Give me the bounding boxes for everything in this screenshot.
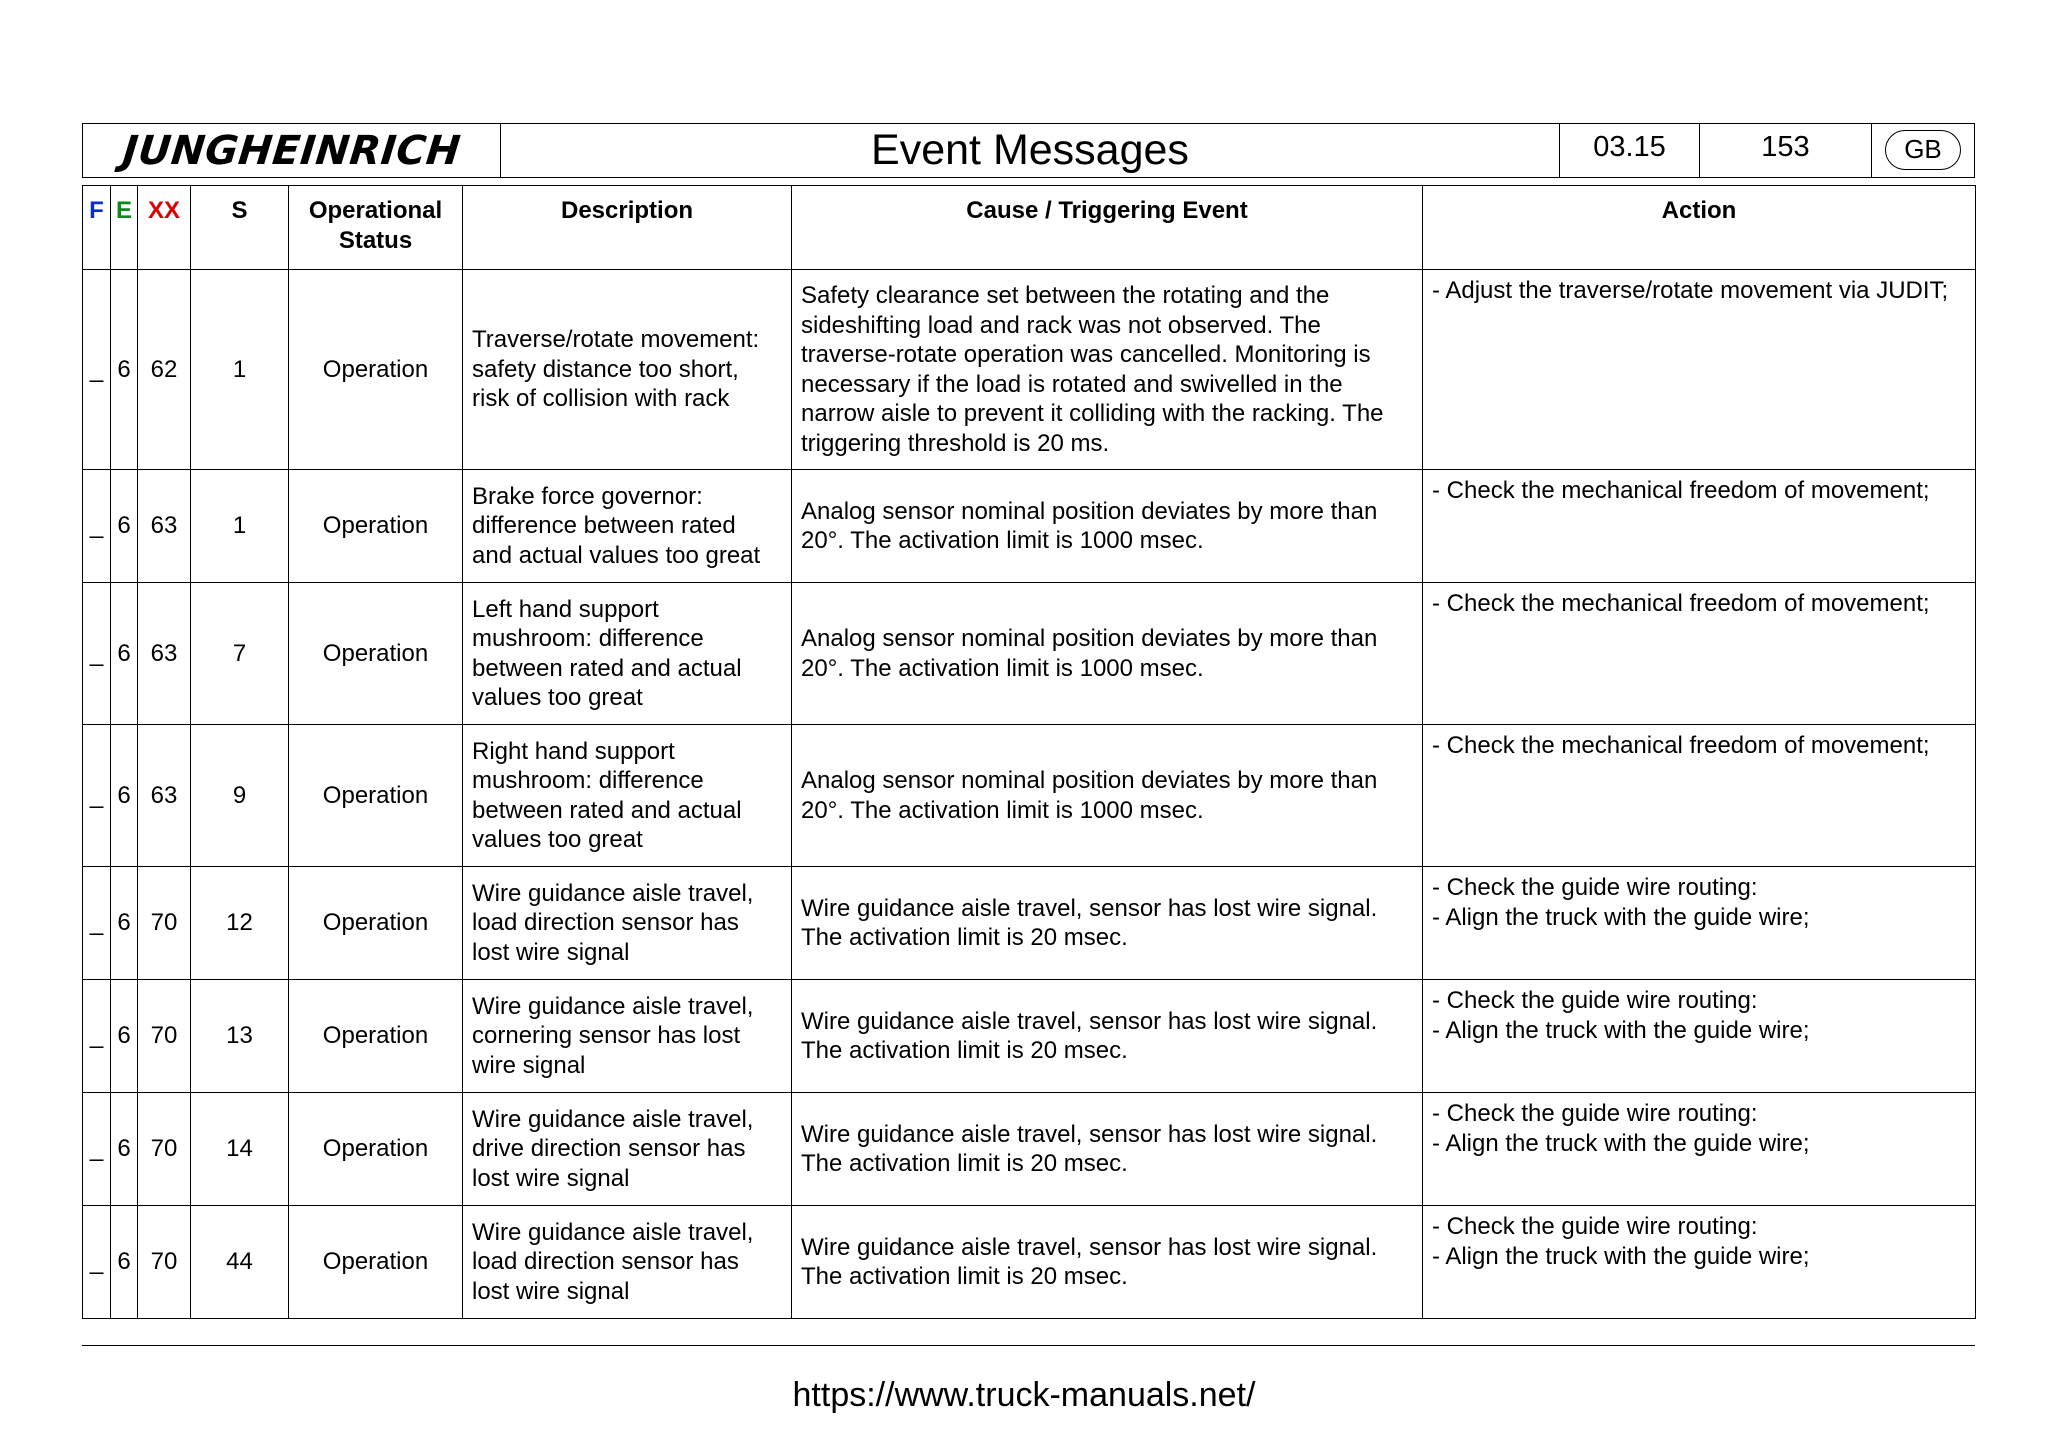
cell-f: _ bbox=[83, 867, 111, 980]
action-line: - Align the truck with the guide wire; bbox=[1432, 1242, 1810, 1270]
footer-divider bbox=[82, 1345, 1975, 1346]
language-cell bbox=[1872, 124, 1974, 177]
cell-cause: Wire guidance aisle travel, sensor has lost wire signal. The activation limit is 20 msec. bbox=[792, 867, 1423, 980]
column-header-status: Operational Status bbox=[289, 186, 463, 270]
cell-f: _ bbox=[83, 270, 111, 470]
cell-f: _ bbox=[83, 980, 111, 1093]
action-line: - Check the mechanical freedom of movement; bbox=[1432, 590, 1930, 617]
cell-f: _ bbox=[83, 1093, 111, 1206]
action-line: - Align the truck with the guide wire; bbox=[1432, 903, 1810, 931]
table-row bbox=[83, 725, 1976, 867]
table-row bbox=[83, 1093, 1976, 1206]
cell-s: 44 bbox=[191, 1206, 289, 1319]
cell-e: 6 bbox=[111, 270, 138, 470]
cell-action bbox=[1423, 583, 1976, 725]
column-header-s: S bbox=[191, 186, 289, 270]
cell-description: Left hand support mushroom: difference between rated and actual values too great bbox=[463, 583, 792, 725]
cell-description: Wire guidance aisle travel, load direction sensor has lost wire signal bbox=[463, 867, 792, 980]
cell-cause: Analog sensor nominal position deviates by more than 20°. The activation limit is 1000 msec. bbox=[792, 725, 1423, 867]
cell-cause: Wire guidance aisle travel, sensor has lost wire signal. The activation limit is 20 msec. bbox=[792, 1206, 1423, 1319]
column-header-f: F bbox=[83, 186, 111, 270]
cell-xx: 70 bbox=[138, 1093, 191, 1206]
cell-s: 1 bbox=[191, 270, 289, 470]
cell-s: 9 bbox=[191, 725, 289, 867]
cell-description: Wire guidance aisle travel, cornering sensor has lost wire signal bbox=[463, 980, 792, 1093]
cell-status: Operation bbox=[289, 583, 463, 725]
cell-action bbox=[1423, 725, 1976, 867]
table-row bbox=[83, 583, 1976, 725]
cell-xx: 70 bbox=[138, 1206, 191, 1319]
action-line: - Check the guide wire routing: bbox=[1432, 987, 1758, 1014]
cell-status: Operation bbox=[289, 1206, 463, 1319]
cell-cause: Analog sensor nominal position deviates by more than 20°. The activation limit is 1000 msec. bbox=[792, 470, 1423, 583]
action-line: - Align the truck with the guide wire; bbox=[1432, 1129, 1810, 1157]
cell-action bbox=[1423, 1093, 1976, 1206]
action-line: - Check the mechanical freedom of movement; bbox=[1432, 732, 1930, 759]
cell-action bbox=[1423, 980, 1976, 1093]
cell-description: Traverse/rotate movement: safety distance too short, risk of collision with rack bbox=[463, 270, 792, 470]
action-line: - Check the guide wire routing: bbox=[1432, 1213, 1758, 1240]
action-line: - Adjust the traverse/rotate movement via JUDIT; bbox=[1432, 277, 1949, 304]
cell-e: 6 bbox=[111, 470, 138, 583]
cell-f: _ bbox=[83, 1206, 111, 1319]
cell-status: Operation bbox=[289, 867, 463, 980]
cell-e: 6 bbox=[111, 1093, 138, 1206]
cell-s: 1 bbox=[191, 470, 289, 583]
table-header-row bbox=[83, 186, 1976, 270]
table-row bbox=[83, 980, 1976, 1093]
cell-s: 14 bbox=[191, 1093, 289, 1206]
cell-description: Wire guidance aisle travel, drive direction sensor has lost wire signal bbox=[463, 1093, 792, 1206]
cell-cause: Safety clearance set between the rotating and the sideshifting load and rack was not observed. The traverse-rotate operation was cancelled. Monitoring is necessary if the load is rotated and swivelled in the narrow aisle to prevent it colliding with the racking. The triggering threshold is 20 ms. bbox=[792, 270, 1423, 470]
action-line: - Check the guide wire routing: bbox=[1432, 874, 1758, 901]
cell-xx: 63 bbox=[138, 725, 191, 867]
cell-e: 6 bbox=[111, 1206, 138, 1319]
column-header-e: E bbox=[111, 186, 138, 270]
cell-s: 12 bbox=[191, 867, 289, 980]
cell-status: Operation bbox=[289, 980, 463, 1093]
document-date: 03.15 bbox=[1560, 124, 1700, 177]
cell-description: Brake force governor: difference between rated and actual values too great bbox=[463, 470, 792, 583]
cell-e: 6 bbox=[111, 867, 138, 980]
cell-s: 13 bbox=[191, 980, 289, 1093]
cell-xx: 70 bbox=[138, 867, 191, 980]
cell-action bbox=[1423, 1206, 1976, 1319]
column-header-description: Description bbox=[463, 186, 792, 270]
column-header-xx: XX bbox=[138, 186, 191, 270]
action-line: - Align the truck with the guide wire; bbox=[1432, 1016, 1810, 1044]
action-line: - Check the mechanical freedom of movement; bbox=[1432, 477, 1930, 504]
event-messages-table bbox=[82, 185, 1976, 1319]
column-header-cause: Cause / Triggering Event bbox=[792, 186, 1423, 270]
cell-status: Operation bbox=[289, 725, 463, 867]
cell-f: _ bbox=[83, 583, 111, 725]
action-line: - Check the guide wire routing: bbox=[1432, 1100, 1758, 1127]
cell-action bbox=[1423, 470, 1976, 583]
cell-cause: Wire guidance aisle travel, sensor has lost wire signal. The activation limit is 20 msec. bbox=[792, 1093, 1423, 1206]
cell-description: Right hand support mushroom: difference between rated and actual values too great bbox=[463, 725, 792, 867]
page-number: 153 bbox=[1700, 124, 1872, 177]
brand-logo-text: JUNGHEINRICH bbox=[120, 127, 463, 174]
cell-xx: 63 bbox=[138, 470, 191, 583]
cell-xx: 62 bbox=[138, 270, 191, 470]
page-title: Event Messages bbox=[501, 124, 1560, 177]
cell-status: Operation bbox=[289, 1093, 463, 1206]
cell-f: _ bbox=[83, 725, 111, 867]
cell-cause: Analog sensor nominal position deviates by more than 20°. The activation limit is 1000 msec. bbox=[792, 583, 1423, 725]
table-row bbox=[83, 270, 1976, 470]
cell-f: _ bbox=[83, 470, 111, 583]
brand-logo bbox=[83, 124, 501, 177]
cell-xx: 63 bbox=[138, 583, 191, 725]
cell-cause: Wire guidance aisle travel, sensor has lost wire signal. The activation limit is 20 msec. bbox=[792, 980, 1423, 1093]
cell-s: 7 bbox=[191, 583, 289, 725]
table-row bbox=[83, 470, 1976, 583]
cell-description: Wire guidance aisle travel, load direction sensor has lost wire signal bbox=[463, 1206, 792, 1319]
table-row bbox=[83, 867, 1976, 980]
cell-e: 6 bbox=[111, 980, 138, 1093]
cell-xx: 70 bbox=[138, 980, 191, 1093]
table-row bbox=[83, 1206, 1976, 1319]
footer-url: https://www.truck-manuals.net/ bbox=[792, 1376, 1256, 1414]
cell-status: Operation bbox=[289, 270, 463, 470]
column-header-action: Action bbox=[1423, 186, 1976, 270]
cell-e: 6 bbox=[111, 583, 138, 725]
cell-e: 6 bbox=[111, 725, 138, 867]
language-badge: GB bbox=[1885, 130, 1961, 170]
cell-action bbox=[1423, 867, 1976, 980]
page-header bbox=[82, 123, 1975, 178]
cell-action bbox=[1423, 270, 1976, 470]
table-body bbox=[83, 270, 1976, 1319]
cell-status: Operation bbox=[289, 470, 463, 583]
